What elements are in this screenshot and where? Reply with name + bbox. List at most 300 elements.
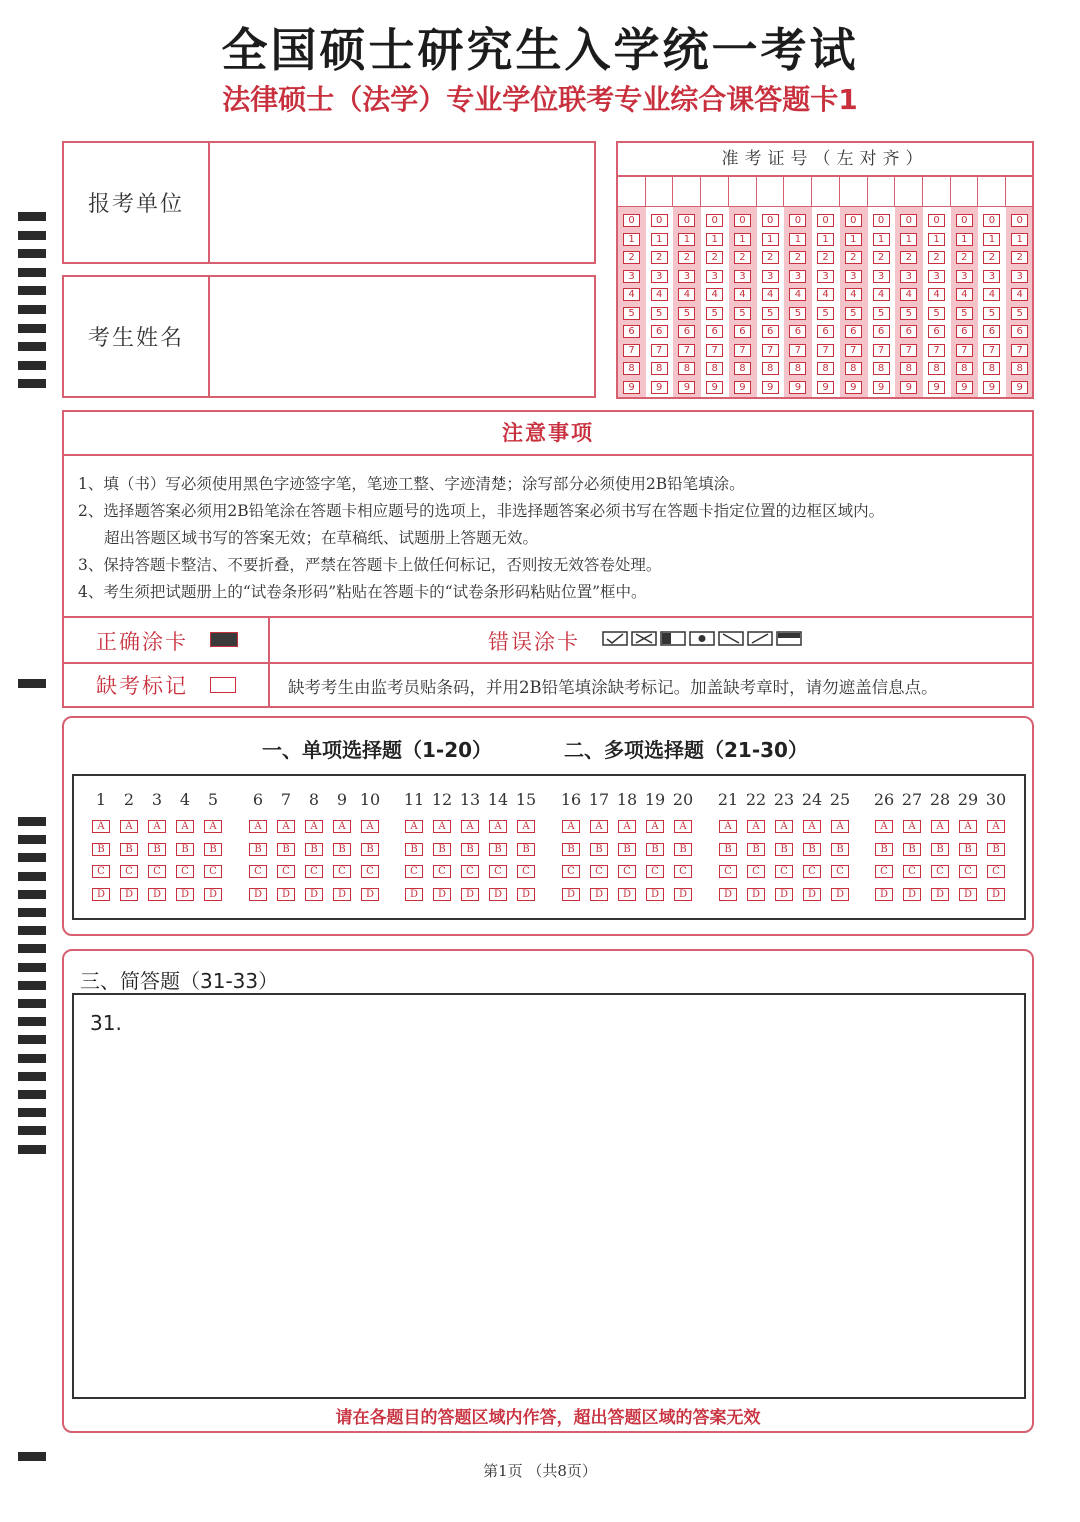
admission-digit-bubble[interactable]: 6 — [651, 325, 668, 338]
admission-digit-bubble[interactable]: 7 — [623, 344, 640, 357]
admission-digit-bubble[interactable]: 3 — [873, 270, 890, 283]
answer-bubble[interactable]: A — [831, 820, 849, 833]
admission-digit-bubble[interactable]: 9 — [845, 381, 862, 394]
answer-bubble[interactable]: D — [361, 888, 379, 901]
answer-bubble[interactable]: B — [803, 843, 821, 856]
admission-digit-bubble[interactable]: 1 — [983, 233, 1000, 246]
answer-bubble[interactable]: B — [461, 843, 479, 856]
answer-bubble[interactable]: B — [775, 843, 793, 856]
answer-bubble[interactable]: A — [987, 820, 1005, 833]
answer-bubble[interactable]: C — [903, 865, 921, 878]
answer-bubble[interactable]: D — [92, 888, 110, 901]
answer-bubble[interactable]: C — [562, 865, 580, 878]
answer-bubble[interactable]: C — [405, 865, 423, 878]
answer-bubble[interactable]: D — [747, 888, 765, 901]
admission-digit-bubble[interactable]: 5 — [623, 307, 640, 320]
admission-digit-bubble[interactable]: 4 — [706, 288, 723, 301]
admission-digit-bubble[interactable]: 4 — [983, 288, 1000, 301]
answer-bubble[interactable]: C — [775, 865, 793, 878]
admission-digit-bubble[interactable]: 2 — [983, 251, 1000, 264]
admission-digit-bubble[interactable]: 8 — [789, 362, 806, 375]
admission-digit-write-cell[interactable] — [618, 177, 646, 207]
answer-bubble[interactable]: A — [517, 820, 535, 833]
answer-bubble[interactable]: C — [803, 865, 821, 878]
admission-digit-bubble[interactable]: 0 — [706, 214, 723, 227]
admission-digit-bubble[interactable]: 1 — [845, 233, 862, 246]
answer-bubble[interactable]: A — [176, 820, 194, 833]
answer-bubble[interactable]: D — [590, 888, 608, 901]
admission-digit-bubble[interactable]: 2 — [956, 251, 973, 264]
answer-bubble[interactable]: D — [618, 888, 636, 901]
admission-column — [868, 177, 896, 399]
answer-bubble[interactable]: B — [204, 843, 222, 856]
admission-digit-bubble[interactable]: 2 — [928, 251, 945, 264]
admission-digit-bubble[interactable]: 1 — [928, 233, 945, 246]
answer-bubble[interactable]: A — [903, 820, 921, 833]
admission-digit-bubble[interactable]: 4 — [734, 288, 751, 301]
admission-digit-bubble[interactable]: 6 — [983, 325, 1000, 338]
admission-digit-bubble[interactable]: 5 — [651, 307, 668, 320]
answer-bubble[interactable]: B — [959, 843, 977, 856]
answer-bubble[interactable]: A — [719, 820, 737, 833]
admission-digit-bubble[interactable]: 4 — [1011, 288, 1028, 301]
admission-digit-bubble[interactable]: 0 — [817, 214, 834, 227]
admission-digit-bubble[interactable]: 0 — [873, 214, 890, 227]
admission-digit-bubble[interactable]: 8 — [762, 362, 779, 375]
answer-bubble[interactable]: D — [204, 888, 222, 901]
admission-digit-bubble[interactable]: 8 — [678, 362, 695, 375]
answer-bubble[interactable]: B — [249, 843, 267, 856]
answer-bubble[interactable]: B — [361, 843, 379, 856]
answer-bubble[interactable]: C — [831, 865, 849, 878]
admission-digit-bubble[interactable]: 8 — [873, 362, 890, 375]
answer-bubble[interactable]: B — [903, 843, 921, 856]
answer-bubble[interactable]: D — [875, 888, 893, 901]
admission-digit-bubble[interactable]: 5 — [706, 307, 723, 320]
timing-mark — [18, 679, 46, 688]
answer-bubble[interactable]: C — [433, 865, 451, 878]
admission-digit-write-cell[interactable] — [646, 177, 674, 207]
answer-bubble[interactable]: D — [176, 888, 194, 901]
admission-digit-bubble[interactable]: 0 — [845, 214, 862, 227]
admission-digit-bubble[interactable]: 5 — [789, 307, 806, 320]
admission-column — [840, 177, 868, 399]
answer-bubble[interactable]: B — [305, 843, 323, 856]
admission-digit-bubble[interactable]: 3 — [762, 270, 779, 283]
admission-digit-bubble[interactable]: 0 — [623, 214, 640, 227]
admission-digit-bubble[interactable]: 2 — [817, 251, 834, 264]
name-field[interactable] — [212, 277, 594, 396]
admission-digit-bubble[interactable]: 2 — [651, 251, 668, 264]
admission-digit-bubble[interactable]: 9 — [623, 381, 640, 394]
admission-digit-write-cell[interactable] — [923, 177, 951, 207]
admission-digit-bubble[interactable]: 7 — [956, 344, 973, 357]
admission-digit-bubble[interactable]: 3 — [678, 270, 695, 283]
answer-bubble[interactable]: C — [148, 865, 166, 878]
admission-digit-bubble[interactable]: 9 — [651, 381, 668, 394]
answer-bubble[interactable]: D — [987, 888, 1005, 901]
admission-digit-bubble[interactable]: 1 — [623, 233, 640, 246]
admission-digit-bubble[interactable]: 6 — [900, 325, 917, 338]
question-number-label: 5 — [207, 790, 219, 809]
admission-digit-write-cell[interactable] — [812, 177, 840, 207]
admission-digit-bubble[interactable]: 4 — [651, 288, 668, 301]
admission-digit-bubble[interactable]: 8 — [651, 362, 668, 375]
answer-bubble[interactable]: C — [249, 865, 267, 878]
admission-digit-bubble[interactable]: 8 — [817, 362, 834, 375]
answer-bubble[interactable]: B — [120, 843, 138, 856]
admission-digit-bubble[interactable]: 1 — [789, 233, 806, 246]
answer-bubble[interactable]: B — [562, 843, 580, 856]
admission-digit-bubble[interactable]: 2 — [706, 251, 723, 264]
admission-digit-bubble[interactable]: 0 — [900, 214, 917, 227]
admission-digit-bubble[interactable]: 3 — [900, 270, 917, 283]
answer-bubble[interactable]: C — [305, 865, 323, 878]
admission-digit-bubble[interactable]: 2 — [845, 251, 862, 264]
admission-digit-bubble[interactable]: 1 — [762, 233, 779, 246]
admission-digit-write-cell[interactable] — [868, 177, 896, 207]
answer-bubble[interactable]: A — [747, 820, 765, 833]
admission-digit-bubble[interactable]: 9 — [817, 381, 834, 394]
admission-digit-bubble[interactable]: 0 — [928, 214, 945, 227]
admission-digit-bubble[interactable]: 5 — [928, 307, 945, 320]
timing-mark — [18, 1090, 46, 1099]
admission-digit-bubble[interactable]: 3 — [845, 270, 862, 283]
admission-digit-bubble[interactable]: 9 — [734, 381, 751, 394]
admission-digit-bubble[interactable]: 6 — [789, 325, 806, 338]
answer-bubble[interactable]: C — [590, 865, 608, 878]
answer-bubble[interactable]: D — [148, 888, 166, 901]
admission-digit-bubble[interactable]: 6 — [928, 325, 945, 338]
admission-digit-write-cell[interactable] — [840, 177, 868, 207]
admission-digit-bubble[interactable]: 0 — [651, 214, 668, 227]
admission-digit-bubble[interactable]: 8 — [956, 362, 973, 375]
admission-digit-bubble[interactable]: 3 — [817, 270, 834, 283]
admission-digit-bubble[interactable]: 5 — [1011, 307, 1028, 320]
admission-digit-bubble[interactable]: 5 — [956, 307, 973, 320]
answer-bubble[interactable]: D — [305, 888, 323, 901]
answer-bubble[interactable]: B — [590, 843, 608, 856]
admission-digit-bubble[interactable]: 6 — [734, 325, 751, 338]
admission-digit-bubble[interactable]: 1 — [956, 233, 973, 246]
question-number-label: 17 — [588, 790, 610, 809]
answer-bubble[interactable]: A — [931, 820, 949, 833]
admission-digit-bubble[interactable]: 4 — [845, 288, 862, 301]
admission-digit-bubble[interactable]: 4 — [928, 288, 945, 301]
admission-digit-bubble[interactable]: 0 — [734, 214, 751, 227]
admission-digit-bubble[interactable]: 3 — [983, 270, 1000, 283]
admission-digit-bubble[interactable]: 7 — [817, 344, 834, 357]
answer-bubble[interactable]: A — [461, 820, 479, 833]
answer-bubble[interactable]: B — [92, 843, 110, 856]
answer-bubble[interactable]: D — [120, 888, 138, 901]
admission-digit-bubble[interactable]: 1 — [873, 233, 890, 246]
answer-bubble[interactable]: D — [405, 888, 423, 901]
admission-digit-bubble[interactable]: 8 — [928, 362, 945, 375]
admission-digit-bubble[interactable]: 1 — [678, 233, 695, 246]
admission-digit-bubble[interactable]: 4 — [789, 288, 806, 301]
answer-bubble[interactable]: B — [987, 843, 1005, 856]
admission-digit-bubble[interactable]: 2 — [900, 251, 917, 264]
answer-bubble[interactable]: C — [517, 865, 535, 878]
admission-digit-bubble[interactable]: 4 — [678, 288, 695, 301]
admission-digit-bubble[interactable]: 2 — [1011, 251, 1028, 264]
admission-digit-bubble[interactable]: 5 — [762, 307, 779, 320]
admission-digit-bubble[interactable]: 5 — [734, 307, 751, 320]
answer-bubble[interactable]: B — [517, 843, 535, 856]
absent-mark-bubble[interactable] — [210, 677, 236, 693]
answer-bubble[interactable]: D — [433, 888, 451, 901]
admission-digit-bubble[interactable]: 9 — [983, 381, 1000, 394]
answer-bubble[interactable]: B — [277, 843, 295, 856]
answer-bubble[interactable]: B — [931, 843, 949, 856]
answer-bubble[interactable]: A — [277, 820, 295, 833]
admission-digit-bubble[interactable]: 7 — [928, 344, 945, 357]
answer-bubble[interactable]: C — [461, 865, 479, 878]
answer-bubble[interactable]: B — [646, 843, 664, 856]
admission-digit-bubble[interactable]: 7 — [734, 344, 751, 357]
admission-digit-bubble[interactable]: 9 — [928, 381, 945, 394]
answer-bubble[interactable]: B — [674, 843, 692, 856]
answer-area[interactable] — [72, 993, 1026, 1399]
answer-bubble[interactable]: D — [646, 888, 664, 901]
admission-digit-bubble[interactable]: 7 — [873, 344, 890, 357]
admission-digit-bubble[interactable]: 0 — [956, 214, 973, 227]
answer-bubble[interactable]: D — [249, 888, 267, 901]
admission-digit-bubble[interactable]: 9 — [678, 381, 695, 394]
admission-digit-bubble[interactable]: 8 — [900, 362, 917, 375]
admission-digit-bubble[interactable]: 4 — [873, 288, 890, 301]
admission-digit-bubble[interactable]: 2 — [789, 251, 806, 264]
admission-digit-bubble[interactable]: 4 — [817, 288, 834, 301]
unit-field[interactable] — [212, 143, 594, 262]
answer-bubble[interactable]: A — [120, 820, 138, 833]
admission-digit-bubble[interactable]: 9 — [1011, 381, 1028, 394]
admission-digit-bubble[interactable]: 7 — [1011, 344, 1028, 357]
admission-digit-bubble[interactable]: 1 — [817, 233, 834, 246]
admission-digit-bubble[interactable]: 8 — [706, 362, 723, 375]
admission-digit-bubble[interactable]: 5 — [845, 307, 862, 320]
answer-bubble[interactable]: C — [875, 865, 893, 878]
answer-bubble[interactable]: D — [903, 888, 921, 901]
admission-digit-bubble[interactable]: 7 — [845, 344, 862, 357]
admission-digit-bubble[interactable]: 8 — [983, 362, 1000, 375]
question-number-label: 29 — [957, 790, 979, 809]
admission-digit-bubble[interactable]: 7 — [678, 344, 695, 357]
admission-digit-bubble[interactable]: 3 — [956, 270, 973, 283]
admission-digit-write-cell[interactable] — [701, 177, 729, 207]
admission-digit-bubble[interactable]: 9 — [873, 381, 890, 394]
admission-digit-bubble[interactable]: 2 — [623, 251, 640, 264]
answer-bubble[interactable]: B — [618, 843, 636, 856]
admission-digit-bubble[interactable]: 2 — [678, 251, 695, 264]
answer-bubble[interactable]: C — [719, 865, 737, 878]
answer-bubble[interactable]: C — [674, 865, 692, 878]
answer-bubble[interactable]: C — [987, 865, 1005, 878]
answer-bubble[interactable]: B — [719, 843, 737, 856]
answer-bubble[interactable]: C — [92, 865, 110, 878]
answer-bubble[interactable]: C — [277, 865, 295, 878]
answer-bubble[interactable]: B — [405, 843, 423, 856]
admission-digit-write-cell[interactable] — [951, 177, 979, 207]
answer-bubble[interactable]: A — [405, 820, 423, 833]
answer-bubble[interactable]: A — [590, 820, 608, 833]
answer-bubble[interactable]: D — [489, 888, 507, 901]
admission-digit-bubble[interactable]: 6 — [623, 325, 640, 338]
admission-digit-write-cell[interactable] — [729, 177, 757, 207]
answer-bubble[interactable]: C — [618, 865, 636, 878]
answer-bubble[interactable]: C — [361, 865, 379, 878]
admission-digit-bubble[interactable]: 9 — [762, 381, 779, 394]
answer-bubble[interactable]: A — [433, 820, 451, 833]
admission-digit-bubble[interactable]: 8 — [845, 362, 862, 375]
admission-digit-bubble[interactable]: 6 — [706, 325, 723, 338]
admission-digit-bubble[interactable]: 5 — [678, 307, 695, 320]
answer-bubble[interactable]: A — [148, 820, 166, 833]
admission-digit-bubble[interactable]: 1 — [1011, 233, 1028, 246]
admission-digit-bubble[interactable]: 6 — [817, 325, 834, 338]
answer-bubble[interactable]: A — [674, 820, 692, 833]
admission-digit-bubble[interactable]: 7 — [789, 344, 806, 357]
answer-bubble[interactable]: B — [176, 843, 194, 856]
admission-digit-bubble[interactable]: 5 — [873, 307, 890, 320]
answer-bubble[interactable]: B — [875, 843, 893, 856]
admission-digit-bubble[interactable]: 9 — [900, 381, 917, 394]
admission-digit-bubble[interactable]: 6 — [845, 325, 862, 338]
admission-digit-bubble[interactable]: 9 — [956, 381, 973, 394]
answer-bubble[interactable]: B — [148, 843, 166, 856]
admission-digit-bubble[interactable]: 1 — [734, 233, 751, 246]
notice-line: 2、选择题答案必须用2B铅笔涂在答题卡相应题号的选项上，非选择题答案必须书写在答题卡指定位置的边框区域内。 — [78, 502, 885, 520]
answer-bubble[interactable]: C — [931, 865, 949, 878]
admission-digit-bubble[interactable]: 3 — [651, 270, 668, 283]
answer-bubble[interactable]: D — [803, 888, 821, 901]
answer-bubble[interactable]: B — [747, 843, 765, 856]
admission-digit-bubble[interactable]: 2 — [734, 251, 751, 264]
admission-digit-bubble[interactable]: 0 — [983, 214, 1000, 227]
admission-digit-bubble[interactable]: 6 — [678, 325, 695, 338]
answer-bubble[interactable]: A — [489, 820, 507, 833]
admission-digit-bubble[interactable]: 1 — [900, 233, 917, 246]
answer-bubble[interactable]: A — [305, 820, 323, 833]
admission-digit-bubble[interactable]: 3 — [928, 270, 945, 283]
answer-bubble[interactable]: C — [959, 865, 977, 878]
admission-digit-write-cell[interactable] — [1006, 177, 1034, 207]
admission-digit-bubble[interactable]: 0 — [789, 214, 806, 227]
answer-bubble[interactable]: D — [719, 888, 737, 901]
admission-digit-bubble[interactable]: 6 — [1011, 325, 1028, 338]
answer-bubble[interactable]: D — [562, 888, 580, 901]
admission-digit-bubble[interactable]: 5 — [817, 307, 834, 320]
admission-digit-write-cell[interactable] — [895, 177, 923, 207]
answer-bubble[interactable]: C — [120, 865, 138, 878]
answer-bubble[interactable]: D — [674, 888, 692, 901]
admission-digit-bubble[interactable]: 0 — [1011, 214, 1028, 227]
answer-bubble[interactable]: D — [461, 888, 479, 901]
admission-digit-bubble[interactable]: 3 — [734, 270, 751, 283]
admission-digit-bubble[interactable]: 7 — [706, 344, 723, 357]
answer-bubble[interactable]: C — [646, 865, 664, 878]
admission-digit-bubble[interactable]: 8 — [623, 362, 640, 375]
answer-bubble[interactable]: D — [831, 888, 849, 901]
admission-digit-bubble[interactable]: 0 — [678, 214, 695, 227]
answer-bubble[interactable]: D — [775, 888, 793, 901]
admission-digit-bubble[interactable]: 6 — [873, 325, 890, 338]
answer-bubble[interactable]: A — [646, 820, 664, 833]
admission-digit-bubble[interactable]: 8 — [1011, 362, 1028, 375]
admission-digit-bubble[interactable]: 2 — [762, 251, 779, 264]
admission-digit-write-cell[interactable] — [673, 177, 701, 207]
answer-bubble[interactable]: A — [333, 820, 351, 833]
answer-bubble[interactable]: B — [433, 843, 451, 856]
admission-digit-bubble[interactable]: 7 — [900, 344, 917, 357]
answer-bubble[interactable]: D — [277, 888, 295, 901]
answer-bubble[interactable]: A — [959, 820, 977, 833]
admission-digit-write-cell[interactable] — [757, 177, 785, 207]
admission-digit-bubble[interactable]: 3 — [623, 270, 640, 283]
answer-bubble[interactable]: A — [361, 820, 379, 833]
admission-digit-bubble[interactable]: 4 — [900, 288, 917, 301]
admission-digit-bubble[interactable]: 2 — [873, 251, 890, 264]
answer-bubble[interactable]: C — [333, 865, 351, 878]
admission-digit-bubble[interactable]: 5 — [983, 307, 1000, 320]
admission-digit-bubble[interactable]: 5 — [900, 307, 917, 320]
answer-bubble[interactable]: A — [775, 820, 793, 833]
admission-digit-bubble[interactable]: 4 — [956, 288, 973, 301]
admission-digit-bubble[interactable]: 6 — [956, 325, 973, 338]
admission-digit-bubble[interactable]: 3 — [789, 270, 806, 283]
answer-bubble[interactable]: C — [489, 865, 507, 878]
answer-bubble[interactable]: A — [562, 820, 580, 833]
admission-digit-bubble[interactable]: 1 — [651, 233, 668, 246]
admission-digit-bubble[interactable]: 8 — [734, 362, 751, 375]
admission-digit-bubble[interactable]: 7 — [983, 344, 1000, 357]
answer-bubble[interactable]: C — [204, 865, 222, 878]
admission-digit-bubble[interactable]: 1 — [706, 233, 723, 246]
admission-digit-bubble[interactable]: 3 — [1011, 270, 1028, 283]
timing-mark — [18, 342, 46, 351]
admission-digit-bubble[interactable]: 9 — [789, 381, 806, 394]
admission-digit-bubble[interactable]: 3 — [706, 270, 723, 283]
admission-digit-bubble[interactable]: 0 — [762, 214, 779, 227]
answer-bubble[interactable]: A — [618, 820, 636, 833]
admission-digit-write-cell[interactable] — [784, 177, 812, 207]
answer-bubble[interactable]: C — [176, 865, 194, 878]
answer-bubble[interactable]: B — [489, 843, 507, 856]
answer-bubble[interactable]: D — [333, 888, 351, 901]
answer-bubble[interactable]: A — [92, 820, 110, 833]
single-choice-title: 一、单项选择题（1-20） — [262, 738, 493, 762]
answer-bubble[interactable]: A — [803, 820, 821, 833]
admission-digit-write-cell[interactable] — [978, 177, 1006, 207]
answer-bubble[interactable]: A — [204, 820, 222, 833]
answer-bubble[interactable]: B — [831, 843, 849, 856]
answer-bubble[interactable]: A — [875, 820, 893, 833]
admission-digit-bubble[interactable]: 4 — [623, 288, 640, 301]
timing-mark — [18, 853, 46, 862]
answer-bubble[interactable]: D — [931, 888, 949, 901]
admission-digit-bubble[interactable]: 7 — [651, 344, 668, 357]
answer-bubble[interactable]: C — [747, 865, 765, 878]
admission-digit-bubble[interactable]: 6 — [762, 325, 779, 338]
answer-bubble[interactable]: D — [517, 888, 535, 901]
answer-bubble[interactable]: A — [249, 820, 267, 833]
admission-digit-bubble[interactable]: 7 — [762, 344, 779, 357]
answer-bubble[interactable]: B — [333, 843, 351, 856]
admission-digit-bubble[interactable]: 4 — [762, 288, 779, 301]
answer-bubble[interactable]: D — [959, 888, 977, 901]
admission-digit-bubble[interactable]: 9 — [706, 381, 723, 394]
